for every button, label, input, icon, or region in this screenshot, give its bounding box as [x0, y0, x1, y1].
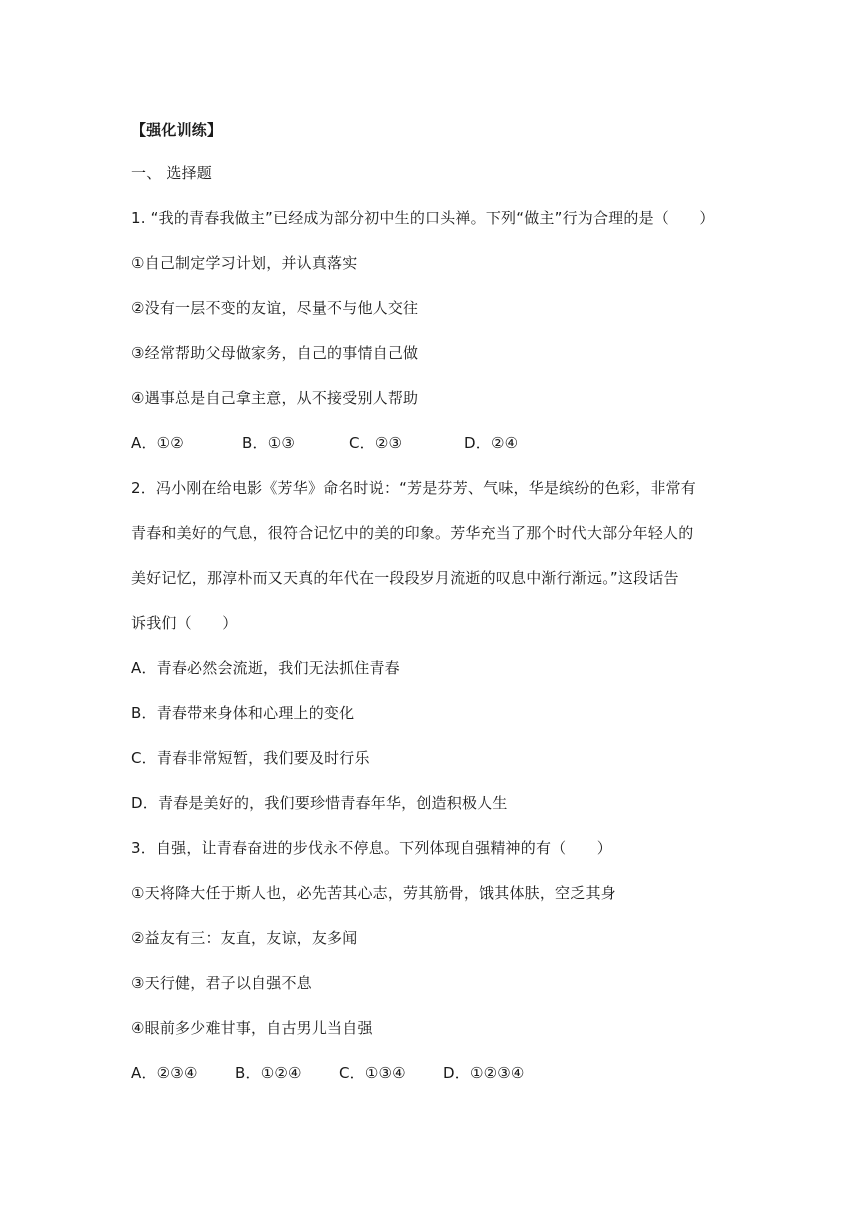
q2-stem-line-4: 诉我们（ ） [131, 614, 238, 632]
q3-statement-1: ①天将降大任于斯人也，必先苦其心志，劳其筋骨，饿其体肤，空乏其身 [131, 884, 616, 902]
q1-option-c: C．②③ [349, 434, 403, 452]
q3-option-b: B．①②④ [235, 1064, 302, 1082]
q3-statement-3: ③天行健，君子以自强不息 [131, 974, 312, 992]
q1-statement-2: ②没有一层不变的友谊，尽量不与他人交往 [131, 299, 419, 317]
q2-stem-line-1: 2．冯小刚在给电影《芳华》命名时说：“芳是芬芳、气味，华是缤纷的色彩，非常有 [131, 479, 696, 497]
q1-options [131, 433, 518, 453]
q3-option-a: A．②③④ [131, 1064, 198, 1082]
q2-stem-line-2: 青春和美好的气息，很符合记忆中的美的印象。芳华充当了那个时代大部分年轻人的 [131, 524, 694, 542]
q2-option-c: C．青春非常短暂，我们要及时行乐 [131, 749, 370, 767]
q3-option-c: C．①③④ [339, 1064, 406, 1082]
q3-stem: 3．自强，让青春奋进的步伐永不停息。下列体现自强精神的有（ ） [131, 839, 612, 857]
q3-option-d: D．①②③④ [443, 1064, 525, 1082]
q1-option-b: B．①③ [242, 434, 295, 452]
q3-statement-4: ④眼前多少难甘事，自古男儿当自强 [131, 1019, 373, 1037]
q1-option-d: D．②④ [464, 434, 519, 452]
q1-statement-3: ③经常帮助父母做家务，自己的事情自己做 [131, 344, 419, 362]
q2-stem-line-3: 美好记忆，那淳朴而又天真的年代在一段段岁月流逝的叹息中渐行渐远。”这段话告 [131, 569, 679, 587]
q1-option-a: A．①② [131, 434, 184, 452]
part-heading: 一、 选择题 [131, 164, 212, 182]
q1-stem: 1. “我的青春我做主”已经成为部分初中生的口头禅。下列“做主”行为合理的是（ ） [131, 209, 715, 227]
q2-option-a: A．青春必然会流逝，我们无法抓住青春 [131, 659, 400, 677]
q2-option-b: B．青春带来身体和心理上的变化 [131, 704, 355, 722]
q1-statement-4: ④遇事总是自己拿主意，从不接受别人帮助 [131, 389, 419, 407]
q2-option-d: D．青春是美好的，我们要珍惜青春年华，创造积极人生 [131, 794, 508, 812]
section-title: 【强化训练】 [131, 121, 223, 139]
q3-options [131, 1063, 525, 1083]
q3-statement-2: ②益友有三：友直，友谅，友多闻 [131, 929, 358, 947]
q1-statement-1: ①自己制定学习计划，并认真落实 [131, 254, 358, 272]
